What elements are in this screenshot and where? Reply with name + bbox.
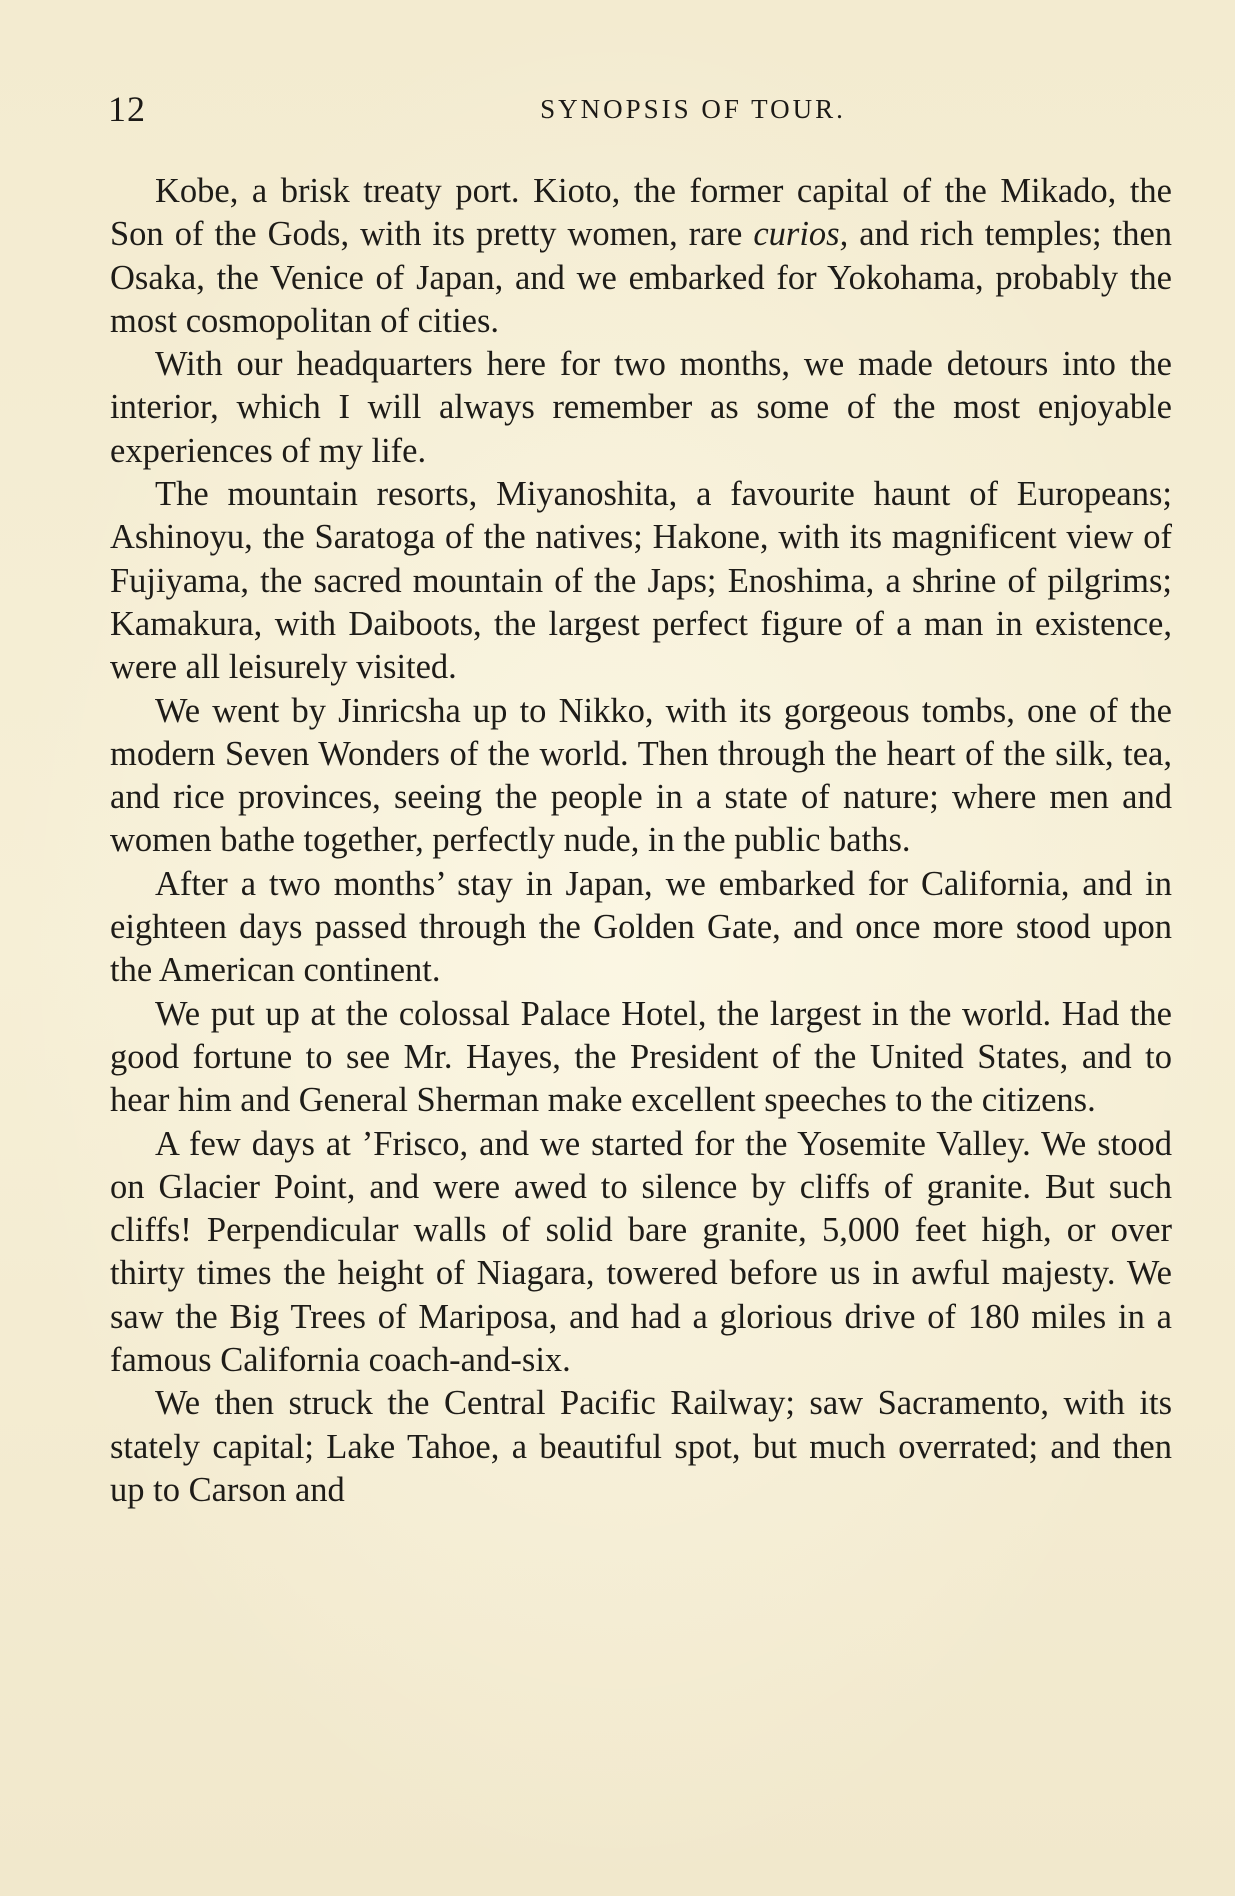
running-head: SYNOPSIS OF TOUR. [540, 94, 846, 124]
paragraph-nikko: We went by Jinricsha up to Nikko, with its gorgeous tombs, one of the modern Seven Wonders of the world. Then through the heart of the silk, tea, and rice provinces, seeing the people in a state of nature; where men and women bathe together, perfectly nude, in the public baths. [110, 691, 1172, 860]
page-number: 12 [108, 89, 146, 129]
paragraph-headquarters: With our headquarters here for two months, we made detours into the interior, which I will always remember as some of the most enjoyable experiences of my life. [110, 345, 1172, 470]
paragraph-text: and rich temples; then Osaka, the Venice of Japan, and we embarked for Yokohama, probably the most cosmopolitan of cities. [110, 215, 1173, 340]
paragraph-kobe [110, 170, 1172, 343]
italic-word: curios, [753, 215, 849, 254]
body-text [110, 170, 1172, 1512]
paragraph-yosemite: A few days at ’Frisco, and we started for the Yosemite Valley. We stood on Glacier Point, and were awed to silence by cliffs of granite. But such cliffs! Perpendicular walls of solid bare granite, 5,000 feet high, or over thirty times the height of Niagara, towered before us in awful majesty. We saw the Big Trees of Mariposa, and had a glorious drive of 180 miles in a famous California coach-and-six. [110, 1124, 1172, 1380]
paragraph-mountain-resorts: The mountain resorts, Miyanoshita, a favourite haunt of Europeans; Ashinoyu, the Saratoga of the natives; Hakone, with its magnificent view of Fujiyama, the sacred mountain of the Japs; Enoshima, a shrine of pilgrims; Kamakura, with Daiboots, the largest perfect figure of a man in existence, were all leisurely visited. [110, 475, 1172, 687]
paragraph-palace-hotel: We put up at the colossal Palace Hotel, the largest in the world. Had the good fortune to see Mr. Hayes, the President of the United States, and to hear him and General Sherman make excellent speeches to the citizens. [110, 994, 1172, 1120]
paragraph-central-pacific: We then struck the Central Pacific Railway; saw Sacramento, with its stately capital; Lake Tahoe, a beautiful spot, but much overrated; and then up to Carson and [110, 1384, 1172, 1509]
paragraph-california: After a two months’ stay in Japan, we embarked for California, and in eighteen days passed through the Golden Gate, and once more stood upon the American continent. [110, 864, 1172, 990]
paragraph-text: Kobe, a brisk treaty port. Kioto, the former capital of the Mikado, the Son of the Gods, with its pretty women, rare [110, 172, 1172, 254]
page-header [108, 88, 1168, 138]
